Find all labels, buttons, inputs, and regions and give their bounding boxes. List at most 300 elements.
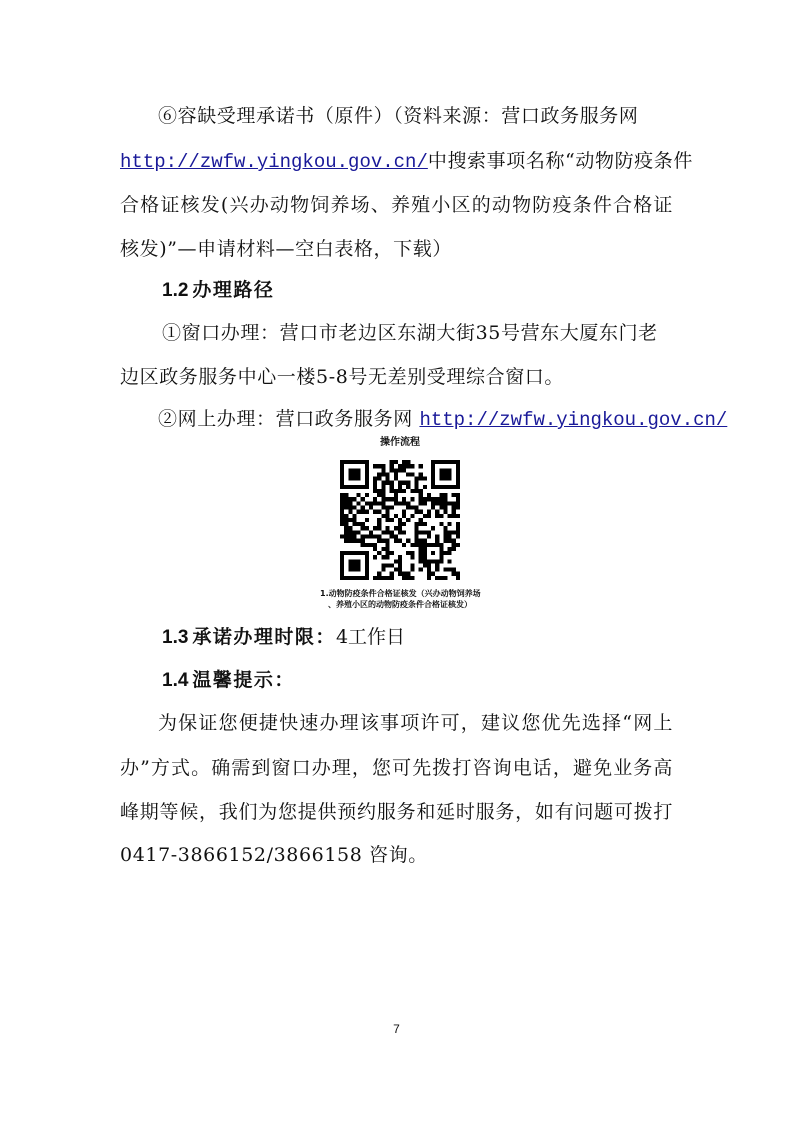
qr-module: [377, 518, 381, 522]
qr-module: [361, 506, 365, 510]
qr-module: [381, 464, 385, 468]
qr-module: [373, 526, 377, 530]
qr-module: [352, 576, 356, 580]
qr-module: [348, 518, 352, 522]
qr-module: [414, 530, 418, 534]
qr-module: [344, 493, 348, 497]
qr-module: [357, 485, 361, 489]
qr-module: [456, 464, 460, 468]
qr-module: [419, 497, 423, 501]
qr-module: [340, 551, 344, 555]
qr-module: [456, 576, 460, 580]
qr-module: [443, 534, 447, 538]
qr-module: [439, 514, 443, 518]
qr-module: [435, 559, 439, 563]
qr-module: [357, 568, 361, 572]
qr-module: [377, 464, 381, 468]
qr-module: [381, 493, 385, 497]
qr-module: [448, 568, 452, 572]
qr-module: [406, 551, 410, 555]
qr-module: [344, 460, 348, 464]
section-title: 温馨提示：: [192, 669, 295, 691]
qr-module: [435, 501, 439, 505]
qr-module: [357, 563, 361, 567]
qr-module: [448, 551, 452, 555]
qr-module: [427, 563, 431, 567]
qr-module: [348, 576, 352, 580]
qr-module: [386, 477, 390, 481]
qr-module: [402, 510, 406, 514]
qr-module: [398, 526, 402, 530]
qr-module: [340, 563, 344, 567]
qr-module: [456, 543, 460, 547]
qr-module: [390, 464, 394, 468]
qr-module: [344, 534, 348, 538]
qr-module: [381, 485, 385, 489]
qr-module: [381, 530, 385, 534]
qr-module: [406, 572, 410, 576]
qr-module: [456, 572, 460, 576]
qr-module: [439, 506, 443, 510]
tip-line3: 峰期等候，我们为您提供预约服务和延时服务，如有问题可拨打: [120, 801, 673, 823]
qr-module: [398, 539, 402, 543]
qr-module: [377, 576, 381, 580]
qr-module: [398, 563, 402, 567]
qr-module: [340, 506, 344, 510]
qr-module: [348, 485, 352, 489]
material-item-6-line2: [120, 148, 693, 175]
qr-module: [377, 551, 381, 555]
qr-module: [410, 568, 414, 572]
qr-module: [381, 481, 385, 485]
qr-module: [452, 493, 456, 497]
qr-module: [390, 518, 394, 522]
qr-module: [357, 530, 361, 534]
qr-module: [427, 559, 431, 563]
qr-module: [344, 576, 348, 580]
qr-module: [452, 506, 456, 510]
qr-module: [402, 468, 406, 472]
qr-module: [406, 501, 410, 505]
section-number: 1.4: [162, 670, 189, 691]
qr-module: [344, 539, 348, 543]
qr-module: [348, 559, 352, 563]
qr-module: [435, 510, 439, 514]
qr-module: [456, 514, 460, 518]
qr-module: [419, 539, 423, 543]
qr-module: [381, 501, 385, 505]
qr-module: [381, 472, 385, 476]
qr-module: [377, 526, 381, 530]
qr-module: [410, 514, 414, 518]
window-route-line2: 边区政务服务中心一楼5-8号无差别受理综合窗口。: [120, 366, 564, 388]
qr-module: [390, 460, 394, 464]
qr-module: [381, 468, 385, 472]
qr-module: [361, 522, 365, 526]
qr-module: [377, 489, 381, 493]
qr-module: [386, 547, 390, 551]
qr-module: [402, 481, 406, 485]
qr-module: [386, 514, 390, 518]
qr-module: [456, 522, 460, 526]
qr-module: [348, 568, 352, 572]
qr-module: [398, 481, 402, 485]
qr-module: [443, 485, 447, 489]
qr-module: [373, 489, 377, 493]
qr-module: [344, 526, 348, 530]
qr-module: [365, 518, 369, 522]
qr-module: [377, 501, 381, 505]
qr-module: [414, 534, 418, 538]
qr-module: [452, 485, 456, 489]
qr-module: [456, 493, 460, 497]
qr-module: [419, 555, 423, 559]
qr-module: [402, 522, 406, 526]
qr-module: [373, 555, 377, 559]
page-number: 7: [393, 1022, 400, 1036]
qr-module: [452, 514, 456, 518]
qr-module: [427, 543, 431, 547]
qr-module: [448, 485, 452, 489]
qr-module: [373, 477, 377, 481]
qr-module: [386, 481, 390, 485]
qr-module: [365, 481, 369, 485]
qr-module: [398, 559, 402, 563]
qr-module: [398, 522, 402, 526]
qr-module: [443, 477, 447, 481]
qr-module: [427, 514, 431, 518]
qr-module: [414, 526, 418, 530]
qr-module: [365, 555, 369, 559]
qr-module: [361, 460, 365, 464]
qr-module: [448, 547, 452, 551]
qr-module: [443, 576, 447, 580]
qr-module: [340, 485, 344, 489]
qr-module: [435, 514, 439, 518]
qr-module: [410, 472, 414, 476]
qr-module: [386, 510, 390, 514]
qr-module: [386, 555, 390, 559]
qr-module: [427, 510, 431, 514]
qr-module: [427, 572, 431, 576]
qr-module: [340, 472, 344, 476]
qr-module: [410, 497, 414, 501]
qr-module: [357, 460, 361, 464]
source-link[interactable]: http://zwfw.yingkou.gov.cn/: [120, 151, 428, 173]
qr-module: [381, 547, 385, 551]
qr-module: [369, 501, 373, 505]
qr-module: [365, 460, 369, 464]
qr-module: [443, 568, 447, 572]
qr-module: [452, 568, 456, 572]
qr-module: [406, 464, 410, 468]
qr-module: [439, 493, 443, 497]
qr-module: [456, 506, 460, 510]
qr-module: [369, 530, 373, 534]
qr-module: [340, 460, 344, 464]
qr-module: [394, 497, 398, 501]
qr-module: [348, 539, 352, 543]
qr-module: [456, 534, 460, 538]
qr-module: [352, 539, 356, 543]
section-number: 1.3: [162, 627, 189, 648]
qr-module: [431, 477, 435, 481]
qr-module: [348, 460, 352, 464]
qr-module: [373, 543, 377, 547]
qr-module: [431, 501, 435, 505]
qr-module: [340, 576, 344, 580]
qr-module: [419, 518, 423, 522]
qr-module: [456, 501, 460, 505]
qr-module: [381, 555, 385, 559]
qr-module: [410, 506, 414, 510]
qr-module: [373, 510, 377, 514]
qr-module: [435, 563, 439, 567]
qr-module: [439, 543, 443, 547]
qr-module: [443, 460, 447, 464]
qr-module: [357, 539, 361, 543]
qr-module: [435, 576, 439, 580]
qr-module: [365, 510, 369, 514]
qr-module: [357, 468, 361, 472]
qr-module: [406, 472, 410, 476]
qr-module: [361, 485, 365, 489]
qr-module: [361, 539, 365, 543]
qr-module: [340, 514, 344, 518]
online-route-link[interactable]: http://zwfw.yingkou.gov.cn/: [419, 409, 728, 431]
qr-module: [381, 489, 385, 493]
qr-module: [344, 522, 348, 526]
qr-module: [352, 477, 356, 481]
qr-module: [419, 559, 423, 563]
qr-module: [348, 506, 352, 510]
qr-module: [431, 497, 435, 501]
qr-module: [402, 576, 406, 580]
qr-module: [431, 472, 435, 476]
qr-module: [427, 568, 431, 572]
qr-module: [423, 563, 427, 567]
qr-module: [365, 477, 369, 481]
qr-module: [398, 530, 402, 534]
qr-module: [348, 530, 352, 534]
section-number: 1.2: [162, 280, 189, 301]
qr-module: [414, 506, 418, 510]
qr-module: [414, 489, 418, 493]
qr-module: [357, 472, 361, 476]
qr-module: [365, 576, 369, 580]
qr-module: [431, 526, 435, 530]
qr-module: [377, 539, 381, 543]
qr-module: [381, 514, 385, 518]
qr-module: [365, 485, 369, 489]
qr-module: [410, 576, 414, 580]
qr-module: [390, 576, 394, 580]
qr-module: [439, 497, 443, 501]
section-heading-1-3: [162, 624, 405, 651]
qr-module: [402, 497, 406, 501]
qr-module: [394, 514, 398, 518]
qr-module: [423, 514, 427, 518]
qr-module: [340, 497, 344, 501]
qr-module: [452, 510, 456, 514]
qr-module: [390, 497, 394, 501]
qr-module: [352, 530, 356, 534]
qr-module: [348, 551, 352, 555]
qr-module: [348, 472, 352, 476]
qr-module: [439, 460, 443, 464]
qr-module: [398, 464, 402, 468]
qr-module: [419, 464, 423, 468]
qr-module: [344, 530, 348, 534]
qr-module: [365, 526, 369, 530]
qr-module: [431, 572, 435, 576]
qr-module: [443, 468, 447, 472]
qr-module: [369, 506, 373, 510]
qr-module: [452, 572, 456, 576]
qr-module: [431, 481, 435, 485]
qr-module: [361, 497, 365, 501]
qr-module: [398, 555, 402, 559]
qr-module: [435, 534, 439, 538]
qr-module: [423, 497, 427, 501]
material-item-6-text: ⑥容缺受理承诺书（原件）（资料来源：营口政务服务网: [158, 105, 639, 127]
qr-module: [456, 526, 460, 530]
qr-module: [348, 563, 352, 567]
qr-module: [340, 572, 344, 576]
qr-module: [443, 506, 447, 510]
qr-module: [365, 551, 369, 555]
qr-module: [381, 506, 385, 510]
qr-module: [394, 489, 398, 493]
qr-module: [361, 551, 365, 555]
qr-module: [419, 510, 423, 514]
qr-module: [394, 539, 398, 543]
qr-module: [448, 501, 452, 505]
qr-module: [365, 559, 369, 563]
qr-module: [377, 534, 381, 538]
qr-module: [431, 506, 435, 510]
qr-module: [373, 547, 377, 551]
qr-module: [373, 576, 377, 580]
qr-module: [423, 543, 427, 547]
qr-module: [340, 477, 344, 481]
qr-module: [443, 551, 447, 555]
qr-module: [406, 576, 410, 580]
online-route-line: [158, 406, 727, 433]
qr-module: [423, 477, 427, 481]
qr-module: [357, 477, 361, 481]
qr-module: [419, 472, 423, 476]
qr-module: [373, 464, 377, 468]
qr-module: [386, 506, 390, 510]
qr-module: [390, 572, 394, 576]
qr-module: [410, 489, 414, 493]
qr-module: [348, 477, 352, 481]
qr-module: [373, 497, 377, 501]
qr-module: [373, 481, 377, 485]
qr-module: [344, 501, 348, 505]
qr-module: [365, 543, 369, 547]
tip-line1: 为保证您便捷快速办理该事项许可，建议您优先选择“网上: [158, 712, 673, 734]
qr-module: [390, 551, 394, 555]
qr-module: [443, 539, 447, 543]
qr-module: [435, 539, 439, 543]
qr-module: [340, 510, 344, 514]
qr-module: [386, 563, 390, 567]
qr-module: [390, 485, 394, 489]
qr-module: [377, 472, 381, 476]
qr-module: [398, 485, 402, 489]
qr-module: [340, 481, 344, 485]
qr-module: [410, 563, 414, 567]
qr-module: [443, 472, 447, 476]
qr-module: [406, 481, 410, 485]
qr-module: [357, 493, 361, 497]
qr-module: [402, 530, 406, 534]
qr-module: [381, 539, 385, 543]
qr-caption-line2: 、养殖小区的动物防疫条件合格证核发）: [328, 600, 472, 609]
qr-module: [365, 568, 369, 572]
qr-module: [352, 514, 356, 518]
qr-module: [456, 460, 460, 464]
qr-module: [452, 539, 456, 543]
material-item-6-line4: 核发)”—申请材料—空白表格，下载）: [120, 238, 452, 260]
qr-module: [352, 506, 356, 510]
qr-caption: [320, 588, 480, 610]
section-heading-1-4: [162, 667, 295, 694]
qr-module: [365, 468, 369, 472]
qr-module: [390, 563, 394, 567]
qr-module: [357, 510, 361, 514]
qr-module: [443, 510, 447, 514]
qr-module: [381, 568, 385, 572]
qr-module: [431, 485, 435, 489]
qr-module: [456, 497, 460, 501]
qr-module: [352, 485, 356, 489]
qr-module: [352, 559, 356, 563]
qr-module: [414, 477, 418, 481]
qr-module: [406, 506, 410, 510]
qr-module: [435, 568, 439, 572]
qr-module: [427, 576, 431, 580]
qr-module: [357, 522, 361, 526]
qr-module: [435, 497, 439, 501]
qr-module: [390, 489, 394, 493]
qr-module: [340, 555, 344, 559]
qr-module: [348, 501, 352, 505]
qr-module: [456, 485, 460, 489]
qr-module: [340, 568, 344, 572]
qr-module: [340, 468, 344, 472]
qr-module: [361, 534, 365, 538]
qr-module: [386, 543, 390, 547]
qr-code-image: [340, 460, 460, 580]
qr-module: [419, 568, 423, 572]
qr-module: [439, 576, 443, 580]
qr-module: [340, 493, 344, 497]
online-route-label: ②网上办理：营口政务服务网: [158, 408, 413, 430]
qr-module: [427, 534, 431, 538]
qr-code-block: [320, 436, 480, 610]
material-item-6-line1: [158, 103, 639, 129]
qr-module: [402, 543, 406, 547]
qr-module: [406, 518, 410, 522]
qr-module: [398, 568, 402, 572]
qr-module: [431, 559, 435, 563]
qr-module: [448, 472, 452, 476]
qr-module: [357, 501, 361, 505]
qr-module: [419, 477, 423, 481]
